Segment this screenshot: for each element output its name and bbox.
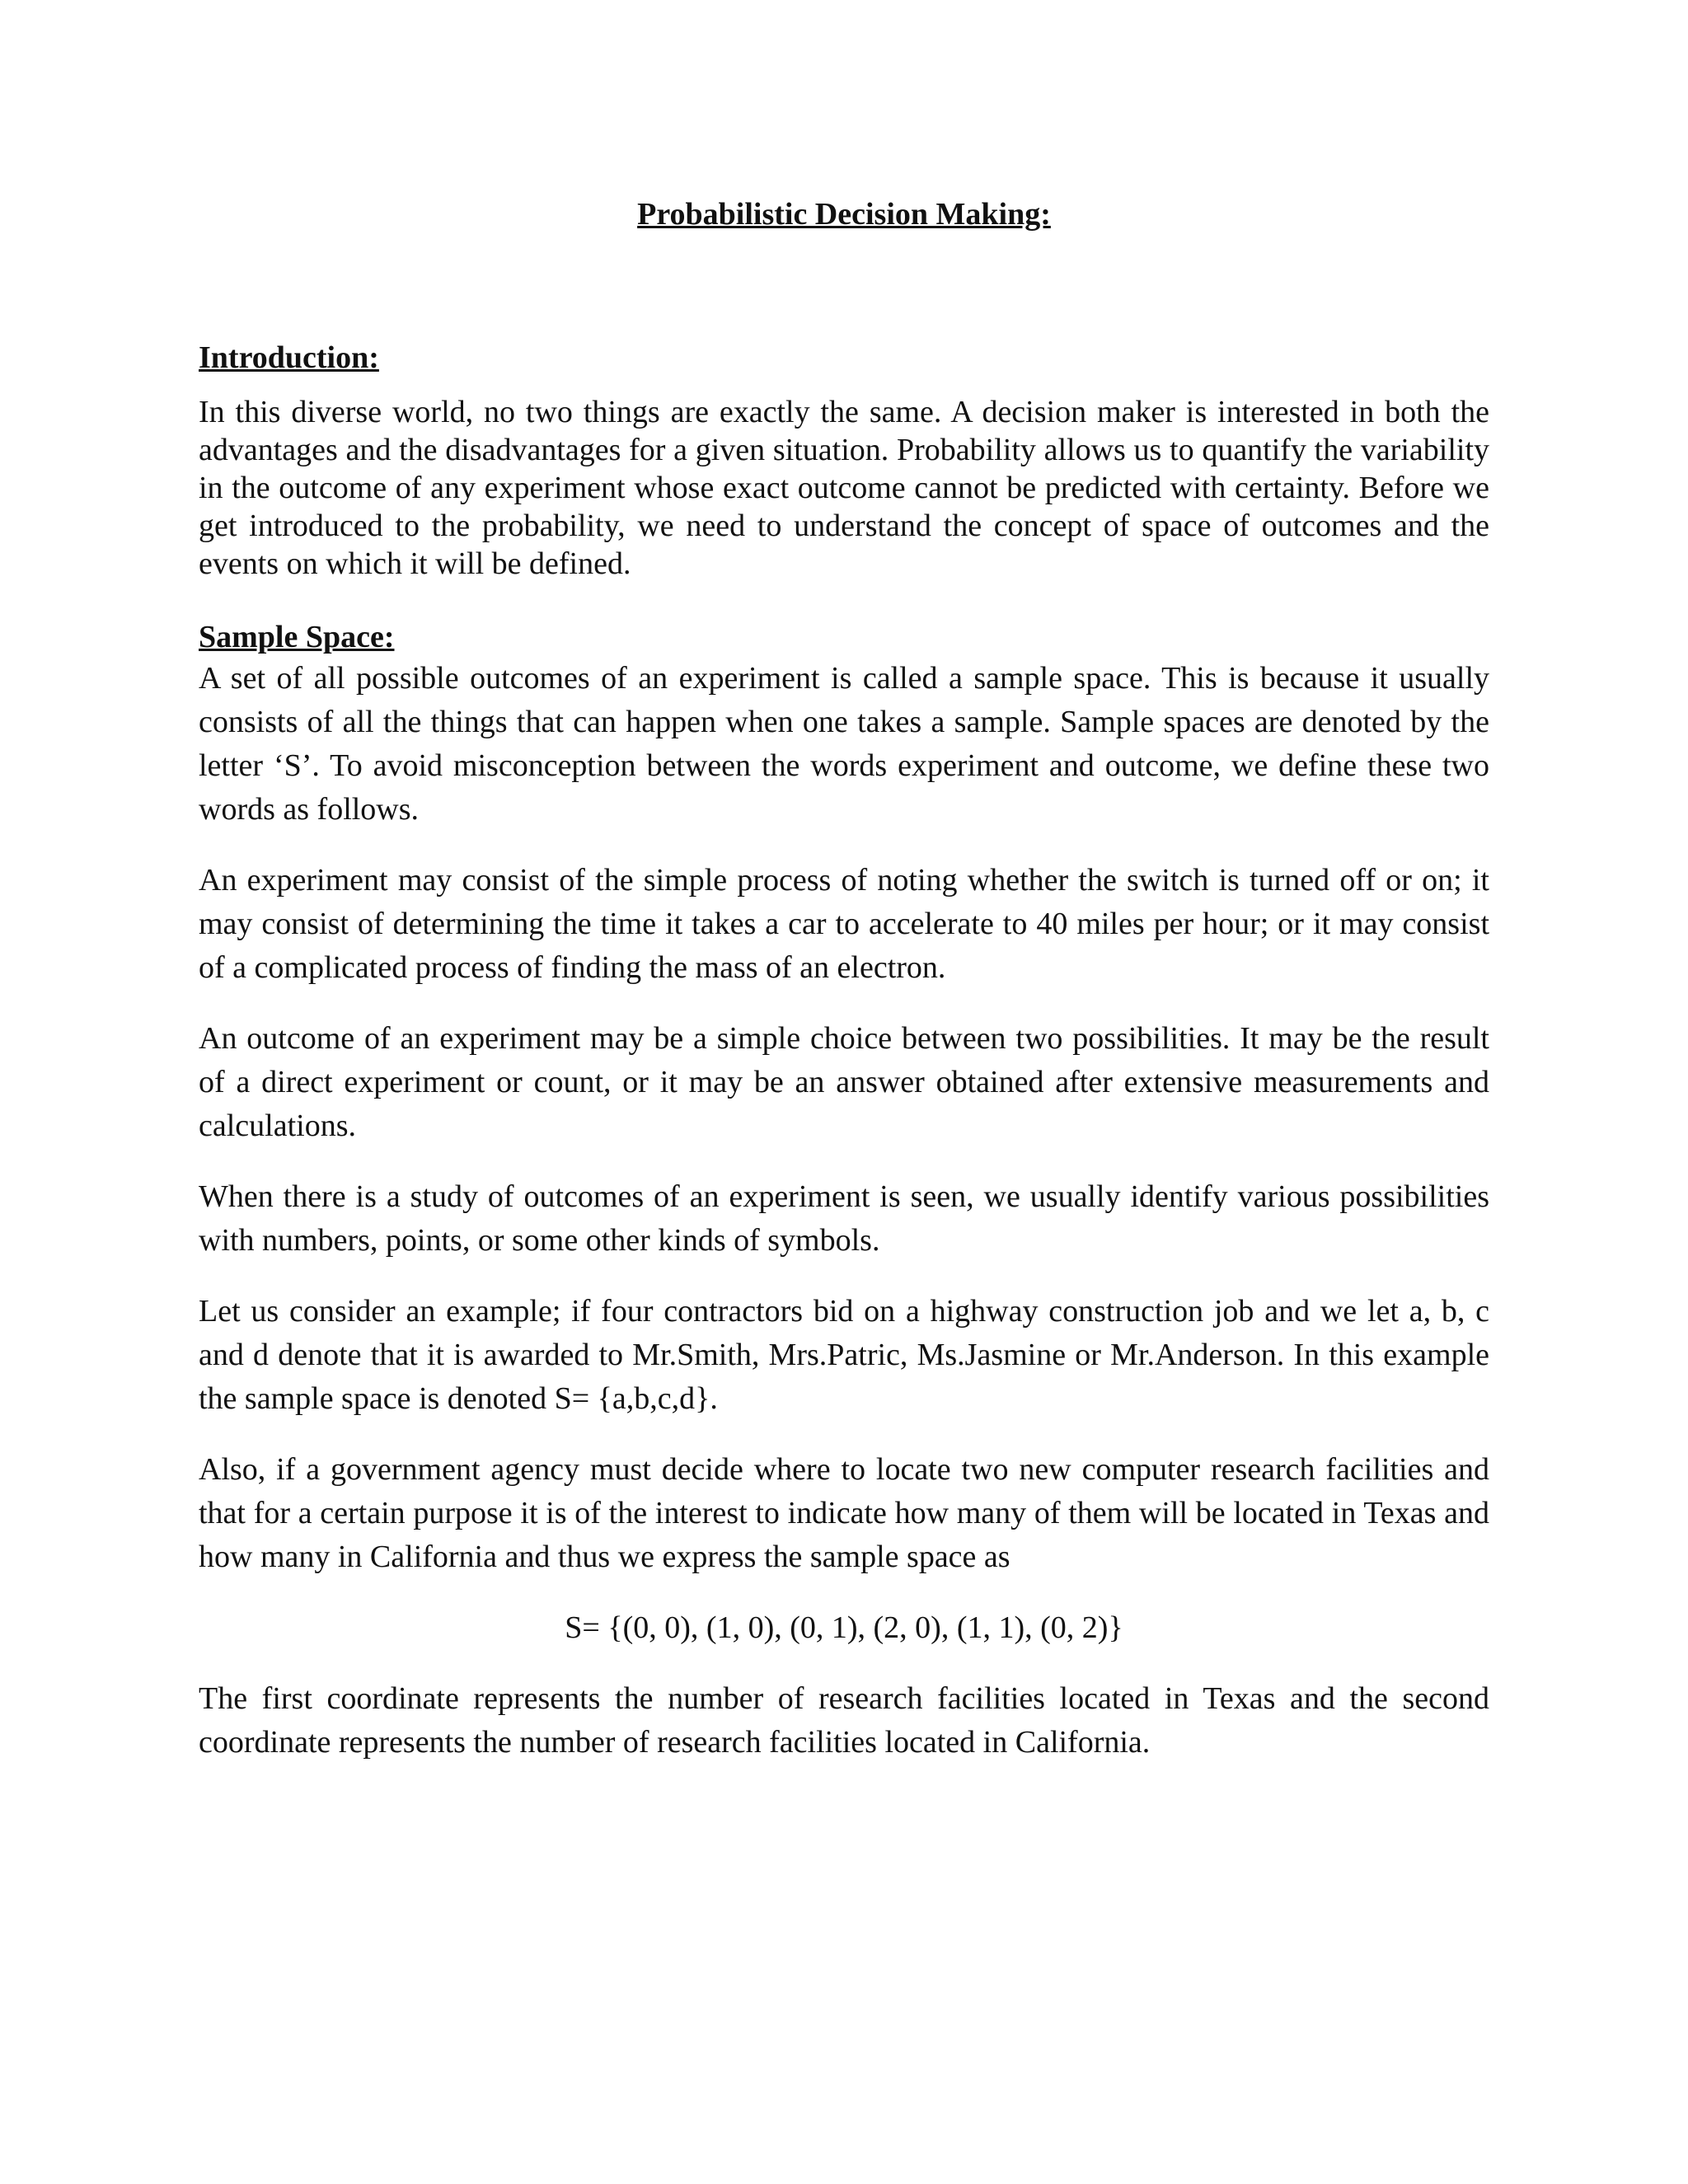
research-facilities-paragraph: Also, if a government agency must decide where to locate two new computer research facilities and that for a certain purpose it is of the interest to indicate how many of them will be located in Texas and how many in California and thus we express the sample space as	[199, 1451, 1489, 1574]
document-title: Probabilistic Decision Making:	[637, 197, 1051, 232]
coordinate-explanation-paragraph: The first coordinate represents the number of research facilities located in Texas and the second coordinate represents the number of research facilities located in California.	[199, 1680, 1489, 1760]
contractors-example-paragraph: Let us consider an example; if four contractors bid on a highway construction job and we let a, b, c and d denote that it is awarded to Mr.Smith, Mrs.Patric, Ms.Jasmine or Mr.Anderson. In this example the sample space is denoted S= {a,b,c,d}.	[199, 1293, 1489, 1416]
outcome-paragraph: An outcome of an experiment may be a simple choice between two possibilities. It may be the result of a direct experiment or count, or it may be an answer obtained after extensive measurements and calculations.	[199, 1020, 1489, 1143]
experiment-paragraph: An experiment may consist of the simple process of noting whether the switch is turned off or on; it may consist of determining the time it takes a car to accelerate to 40 miles per hour; or it may consist of a complicated process of finding the mass of an electron.	[199, 862, 1489, 985]
sample-space-definition-paragraph: A set of all possible outcomes of an experiment is called a sample space. This is because it usually consists of all the things that can happen when one takes a sample. Sample spaces are denoted by the letter ‘S’. To avoid misconception between the words experiment and outcome, we define these two words as follows.	[199, 660, 1489, 827]
document-body	[199, 196, 1489, 1792]
sample-space-formula: S= {(0, 0), (1, 0), (0, 1), (2, 0), (1, 1), (0, 2)}	[565, 1610, 1123, 1645]
introduction-heading: Introduction:	[199, 340, 379, 375]
symbols-paragraph: When there is a study of outcomes of an experiment is seen, we usually identify various possibilities with numbers, points, or some other kinds of symbols.	[199, 1179, 1489, 1258]
introduction-paragraph: In this diverse world, no two things are exactly the same. A decision maker is interested in both the advantages and the disadvantages for a given situation. Probability allows us to quantify the variability in the outcome of any experiment whose exact outcome cannot be predicted with certainty. Before we get introduced to the probability, we need to understand the concept of space of outcomes and the events on which it will be defined.	[199, 395, 1489, 582]
sample-space-heading: Sample Space:	[199, 620, 395, 655]
